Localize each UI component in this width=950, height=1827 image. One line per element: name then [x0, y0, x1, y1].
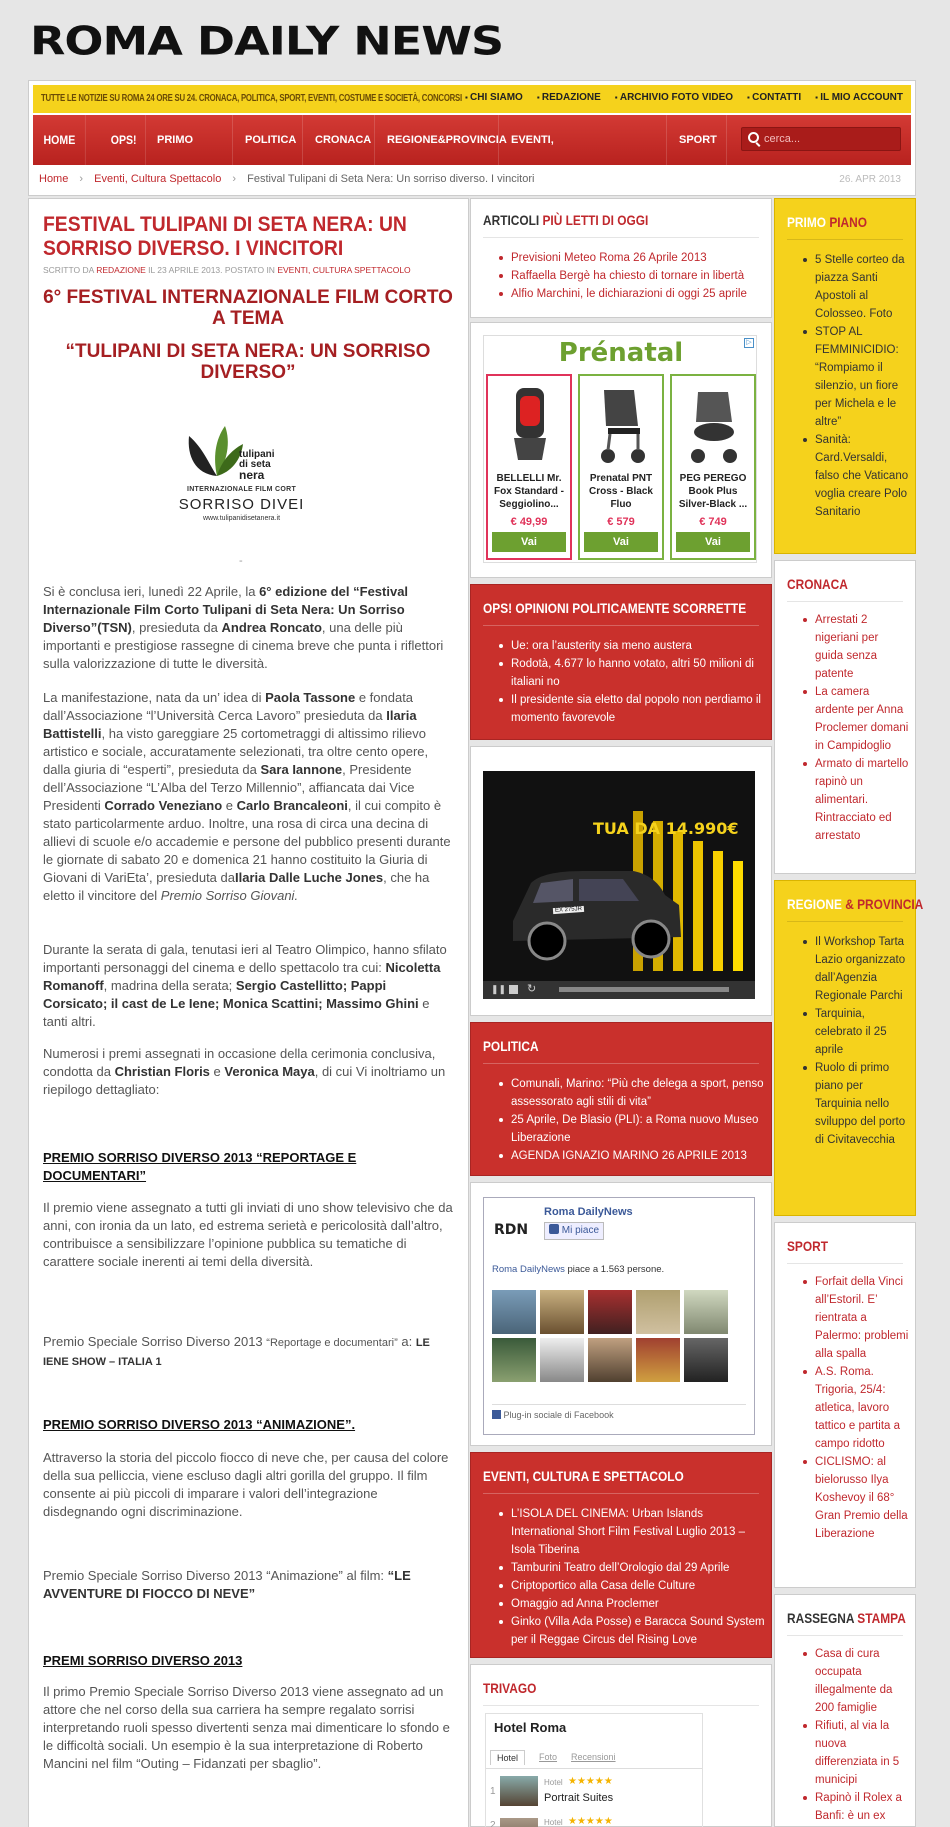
avatar[interactable]: [492, 1338, 536, 1382]
ops-title: OPS! OPINIONI POLITICAMENTE SCORRETTE: [483, 600, 747, 616]
nav-sport[interactable]: SPORT: [667, 115, 727, 165]
text: Premio Speciale Sorriso Diverso 2013: [43, 1334, 267, 1349]
list-item[interactable]: [803, 1273, 909, 1363]
prenatal-ad[interactable]: [470, 322, 772, 578]
plugin-text: Plug-in sociale di Facebook: [503, 1410, 614, 1420]
star-rating-icon: ★★★★★: [568, 1816, 613, 1827]
likes-count: piace a 1.563 persone.: [564, 1264, 665, 1275]
list-item[interactable]: Tamburini Teatro dell’Orologio dal 29 Aprile: [499, 1559, 765, 1577]
cronaca-widget: [774, 560, 916, 874]
current-date: 26. APR 2013: [839, 174, 901, 185]
toplink-archivio[interactable]: ▪ ARCHIVIO FOTO VIDEO: [615, 92, 733, 103]
trivago-row[interactable]: [490, 1776, 698, 1810]
article-link[interactable]: Forfait della Vinci all’Estoril. E’ rientrata a Palermo: problemi alla spalla: [815, 1276, 909, 1360]
most-read-list: [499, 249, 765, 303]
divider: [483, 237, 759, 238]
list-item[interactable]: L’ISOLA DEL CINEMA: Urban Islands International Short Film Festival Luglio 2013 – Isola Tiberina: [499, 1505, 765, 1559]
list-item[interactable]: [499, 267, 765, 285]
divider: [486, 1768, 702, 1769]
most-read-widget: [470, 198, 772, 318]
bold-text: Ilaria Dalle Luche Jones: [234, 870, 384, 885]
row-number: 2: [490, 1820, 496, 1827]
ops-list: [499, 637, 765, 727]
eventi-title: EVENTI, CULTURA E SPETTACOLO: [483, 1468, 684, 1484]
breadcrumb-current: Festival Tulipani di Seta Nera: Un sorriso diverso. I vincitori: [247, 173, 535, 185]
trivago-hotel-title: Hotel Roma: [494, 1720, 567, 1735]
article-meta: [43, 265, 453, 275]
italic-text: Premio Sorriso Giovani.: [160, 888, 299, 903]
product-cta-button[interactable]: Vai: [584, 532, 658, 552]
facebook-like-button[interactable]: [544, 1222, 604, 1240]
car-plate: EX 275JR: [554, 906, 583, 914]
facebook-widget: [470, 1182, 772, 1446]
politica-list: [499, 1075, 765, 1165]
text: , che ha eletto il vincitore del: [43, 870, 430, 903]
product-name: PEG PEREGO Book Plus Silver-Black ...: [678, 473, 748, 510]
article-paragraph-3: [43, 941, 453, 1031]
trivago-row[interactable]: [490, 1814, 698, 1827]
divider: [787, 239, 903, 240]
breadcrumb-separator: ›: [79, 173, 84, 185]
text: , ha visto gareggiare 25 cortometraggi di altissimo rilievo artistico e sociale, accuratamente selezionati, tra oltre cento opere, dalla giuria di “esperti”, presieduta da: [43, 726, 429, 777]
product-name: Prenatal PNT Cross - Black Fluo: [589, 473, 653, 510]
divider: [483, 1493, 759, 1494]
avatar[interactable]: [540, 1338, 584, 1382]
row-type: Hotel: [544, 1778, 563, 1787]
title-part: STAMPA: [857, 1610, 906, 1626]
list-item[interactable]: Omaggio ad Anna Proclemer: [499, 1595, 765, 1613]
avatar[interactable]: [684, 1290, 728, 1334]
text: La manifestazione, nata da un’ idea di: [43, 690, 266, 705]
list-item[interactable]: 25 Aprile, De Blasio (PLI): a Roma nuovo Museo Liberazione: [499, 1111, 765, 1147]
thumbs-up-icon: [549, 1224, 559, 1234]
list-item[interactable]: Tarquinia, celebrato il 25 aprile: [803, 1005, 909, 1059]
list-item[interactable]: 5 Stelle corteo da piazza Santi Apostoli al Colosseo. Foto: [803, 251, 909, 323]
list-item[interactable]: [499, 285, 765, 303]
title-part: PRIMO: [787, 214, 830, 230]
bold-text: LE IENE SHOW – ITALIA 1: [43, 1337, 430, 1368]
cronaca-title: CRONACA: [787, 576, 848, 592]
avatar[interactable]: [492, 1290, 536, 1334]
text: e: [222, 798, 237, 813]
ad-frame[interactable]: [483, 335, 757, 563]
meta-prefix: SCRITTO DA: [43, 265, 97, 275]
article-link[interactable]: CICLISMO: al bielorusso Ilya Koshevoy il 68° Gran Premio della Liberazione: [815, 1456, 908, 1540]
divider: [492, 1404, 746, 1405]
article-paragraph-4: [43, 1045, 453, 1099]
product-card[interactable]: [486, 374, 572, 560]
bold-text: “LE AVVENTURE DI FIOCCO DI NEVE”: [43, 1568, 411, 1601]
nav-cronaca[interactable]: CRONACA: [303, 115, 375, 165]
text: , Presidente dell’Associazione “L’Alba del Terzo Millennio”, affiancata dai Vice Presidenti: [43, 762, 415, 813]
article-link[interactable]: Armato di martello rapinò un alimentari. Rintracciato ed arrestato: [815, 758, 909, 842]
ops-widget: [470, 584, 772, 740]
title-part: RASSEGNA: [787, 1610, 858, 1626]
toplink-redazione[interactable]: ▪ REDAZIONE: [537, 92, 601, 103]
text: Durante la serata di gala, tenutasi ieri al Teatro Olimpico, hanno sfilato importanti personaggi del cinema e dello spettacolo tra cui:: [43, 942, 447, 975]
toplink-account[interactable]: ▪ IL MIO ACCOUNT: [815, 92, 903, 103]
bold-text: Veronica Maya: [224, 1064, 315, 1079]
bold-text: Paola Tassone: [265, 690, 356, 705]
title-part: ARTICOLI: [483, 212, 543, 228]
hotel-thumbnail[interactable]: [500, 1776, 538, 1806]
list-item[interactable]: [803, 1363, 909, 1453]
text: e tanti altri.: [43, 996, 430, 1029]
text: e fondata dall’Associazione “l’Università Cerca Lavoro” presieduta da: [43, 690, 414, 723]
avatar[interactable]: [540, 1290, 584, 1334]
facebook-page-link[interactable]: Roma DailyNews: [492, 1264, 565, 1275]
search-icon: [748, 132, 759, 143]
festival-subheadline: “TULIPANI DI SETA NERA: UN SORRISO DIVERSO”: [65, 341, 431, 383]
eventi-list: [499, 1505, 765, 1649]
festival-logo: [169, 414, 314, 529]
primo-piano-widget: [774, 198, 916, 554]
logo-line2: di seta: [239, 459, 271, 470]
nav-politica[interactable]: POLITICA: [233, 115, 303, 165]
list-item[interactable]: [803, 1789, 909, 1825]
search-input[interactable]: [741, 127, 901, 151]
divider: [483, 625, 759, 626]
list-item[interactable]: [499, 249, 765, 267]
meta-category-link[interactable]: EVENTI, CULTURA SPETTACOLO: [277, 265, 411, 275]
politica-title: POLITICA: [483, 1038, 539, 1054]
article-link[interactable]: La camera ardente per Anna Proclemer domani in Campidoglio: [815, 686, 909, 752]
nav-home[interactable]: HOME: [33, 115, 86, 165]
product-price: € 579: [607, 516, 635, 528]
article-paragraph-1: [43, 583, 453, 673]
title-part: PIANO: [829, 214, 868, 230]
article-paragraph-7: Attraverso la storia del piccolo fiocco di neve che, per causa del colore della sua pelliccia, viene escluso dagli altri gorilla del gruppo. Il film consente ai più piccoli di imparare i valori dell’integrazione disdegnando ogni discriminazione.: [43, 1450, 449, 1519]
title-part: REGIONE: [787, 896, 846, 912]
article-paragraph-9: Il primo Premio Speciale Sorriso Diverso 2013 viene assegnato ad un attore che nel corso della sua carriera ha sempre regalato sorrisi interpretando ruoli spesso divertenti senza mai dimenticare lo sfondo e le difficoltà sociali. Un esempio è la sua interpretazione di Roberto Mancini nel film “Outing – Fidanzati per sbaglio”.: [43, 1684, 450, 1771]
award-heading-animazione: PREMIO SORRISO DIVERSO 2013 “ANIMAZIONE”.: [43, 1417, 356, 1432]
list-item[interactable]: Il presidente sia eletto dal popolo non perdiamo il momento favorevole: [499, 691, 765, 727]
list-item[interactable]: AGENDA IGNAZIO MARINO 26 APRILE 2013: [499, 1147, 765, 1165]
bold-text: Corrado Veneziano: [104, 798, 223, 813]
list-item[interactable]: [803, 1453, 909, 1543]
star-rating-icon: ★★★★★: [568, 1776, 613, 1787]
like-label: Mi piace: [561, 1225, 600, 1236]
article-link[interactable]: Alfio Marchini, le dichiarazioni di oggi 25 aprile: [511, 288, 747, 300]
list-item[interactable]: [803, 1645, 909, 1717]
breadcrumb-separator: ›: [232, 173, 237, 185]
product-cta-button[interactable]: Vai: [492, 532, 566, 552]
article-link[interactable]: Casa di cura occupata illegalmente da 200 famiglie: [815, 1648, 893, 1714]
product-card[interactable]: [670, 374, 756, 560]
top-bar: [33, 85, 911, 113]
car-video-ad[interactable]: [470, 746, 772, 1016]
avatar[interactable]: [636, 1290, 680, 1334]
site-tagline: TUTTE LE NOTIZIE SU ROMA 24 ORE SU 24. CRONACA, POLITICA, SPORT, EVENTI, COSTUME E SOCIETÀ, CONCORSI: [41, 93, 462, 104]
title-part: PIÙ LETTI DI OGGI: [542, 212, 649, 228]
bold-text: Christian Floris: [114, 1064, 210, 1079]
text: , madrina della serata;: [103, 978, 236, 993]
rassegna-title: [787, 1610, 906, 1626]
avatar[interactable]: [684, 1338, 728, 1382]
rdn-logo: RDN: [494, 1222, 529, 1238]
article-column: [28, 198, 469, 1827]
article-paragraph-6: [43, 1333, 453, 1371]
divider: [787, 601, 903, 602]
award-heading-premi: PREMI SORRISO DIVERSO 2013: [43, 1653, 243, 1668]
article-paragraph-2: [43, 689, 453, 905]
list-item[interactable]: [803, 755, 909, 845]
stop-icon[interactable]: [509, 985, 518, 994]
list-item[interactable]: Rodotà, 4.677 lo hanno votato, altri 50 milioni di italiani no: [499, 655, 765, 691]
award-heading-reportage: PREMIO SORRISO DIVERSO 2013 “REPORTAGE E DOCUMENTARI”: [43, 1150, 357, 1183]
sport-title: SPORT: [787, 1238, 828, 1254]
toplink-contatti[interactable]: ▪ CONTATTI: [747, 92, 801, 103]
product-price: € 49,99: [510, 516, 548, 528]
list-item[interactable]: Criptoportico alla Casa delle Culture: [499, 1577, 765, 1595]
regione-list: [803, 933, 909, 1149]
regione-title: [787, 896, 923, 912]
trivago-tabs: [490, 1750, 616, 1765]
list-item[interactable]: Ruolo di primo piano per Tarquinia nello sviluppo del porto di Civitavecchia: [803, 1059, 909, 1149]
bold-text: Sergio Castellitto; Pappi Corsicato; il cast de Le Iene; Monica Scattini; Massimo Ghini: [43, 978, 419, 1011]
list-item[interactable]: STOP AL FEMMINICIDIO: “Rompiamo il silenzio, un fiore per Michela e le altre”: [803, 323, 909, 431]
nav-ops[interactable]: OPS!: [100, 115, 146, 165]
nav-eventi-cultura[interactable]: EVENTI, CULTURA&SPETTACOLO: [499, 115, 667, 165]
text: Premio Speciale Sorriso Diverso 2013 “Animazione” al film:: [43, 1568, 388, 1583]
logo-url: www.tulipanidisetanera.it: [202, 515, 281, 522]
car-ad-price: TUA DA 14.990€: [593, 819, 739, 838]
sport-list: [803, 1273, 909, 1543]
toplink-chi-siamo[interactable]: ▪ CHI SIAMO: [465, 92, 523, 103]
list-item[interactable]: Sanità: Card.Versaldi, falso che Vaticano voglia creare Polo Sanitario: [803, 431, 909, 521]
row-type: Hotel: [544, 1818, 563, 1827]
list-item[interactable]: Ginko (Villa Ada Posse) e Baracca Sound System per il Reggae Circus del Rising Love: [499, 1613, 765, 1649]
eventi-widget: [470, 1452, 772, 1658]
list-item[interactable]: Il Workshop Tarta Lazio organizzato dall’Agenzia Regionale Parchi: [803, 933, 909, 1005]
product-price: € 749: [699, 516, 727, 528]
rassegna-list: [803, 1645, 909, 1825]
logo-brand: SORRISO DIVEI: [178, 496, 305, 513]
hotel-name[interactable]: Portrait Suites: [544, 1792, 614, 1804]
bold-text: Sara Iannone: [260, 762, 343, 777]
nav-regione-provincia[interactable]: REGIONE&PROVINCIA: [375, 115, 499, 165]
hotel-thumbnail[interactable]: [500, 1818, 538, 1827]
search-placeholder: cerca...: [764, 133, 801, 145]
logo-line3: nera: [239, 468, 265, 482]
article-link[interactable]: A.S. Roma. Trigoria, 25/4: atletica, lavoro tattico e partita a campo ridotto: [815, 1366, 901, 1450]
cronaca-list: [803, 611, 909, 845]
site-header: [28, 80, 916, 196]
bold-text: Carlo Brancaleoni: [236, 798, 348, 813]
product-cta-button[interactable]: Vai: [676, 532, 750, 552]
breadcrumb-section[interactable]: Eventi, Cultura Spettacolo: [94, 173, 222, 185]
text: , il cui compito è stato particolarmente arduo. Inoltre, una rosa di circa una decina di allievi di scuole e/o accademie e persone del pubblico presenti durante le giornate di sabato 20 e domenica 21 hanno costituito la Giuria di Giovani di VariEta’, presieduta da: [43, 798, 451, 885]
bold-text: Nicoletta Romanoff: [43, 960, 441, 993]
text: Si è conclusa ieri, lunedì 22 Aprile, la: [43, 584, 260, 599]
trivago-title: TRIVAGO: [483, 1680, 537, 1696]
facebook-plugin-label: [492, 1410, 614, 1420]
article-paragraph-8: [43, 1567, 453, 1603]
most-read-title: [483, 212, 648, 228]
article-link[interactable]: Previsioni Meteo Roma 26 Aprile 2013: [511, 252, 707, 264]
list-item[interactable]: [803, 1717, 909, 1789]
politica-widget: [470, 1022, 772, 1176]
article-link[interactable]: Raffaella Bergè ha chiesto di tornare in libertà: [511, 270, 745, 282]
title-part: & PROVINCIA: [845, 896, 924, 912]
article-paragraph-5: Il premio viene assegnato a tutti gli inviati di uno show televisivo che da anni, con ironia da un lato, ed estrema serietà e pericolosità dall’altro, contribuisce a sensibilizzare l’opinione pubblica su tematiche di carattere sociale inerenti ai temi della diversità.: [43, 1200, 453, 1269]
facebook-box: [483, 1197, 755, 1435]
list-item[interactable]: [803, 683, 909, 755]
adchoices-icon[interactable]: ▷: [744, 338, 754, 348]
text: , presieduta da: [131, 620, 222, 635]
logo-sub: INTERNAZIONALE FILM CORT: [186, 486, 297, 493]
text: , di cui Vi inoltriamo un riepilogo dettagliato:: [43, 1064, 446, 1097]
rassegna-stampa-widget: [774, 1594, 916, 1827]
tab-recensioni[interactable]: Recensioni: [571, 1752, 616, 1762]
row-number: 1: [490, 1786, 496, 1797]
divider: [787, 1635, 903, 1636]
primo-piano-title: [787, 214, 867, 230]
trivago-widget: [470, 1664, 772, 1827]
article-title: FESTIVAL TULIPANI DI SETA NERA: UN SORRISO DIVERSO. I VINCITORI: [43, 213, 407, 260]
bold-text: Ilaria Battistelli: [43, 708, 417, 741]
tab-hotel[interactable]: Hotel: [490, 1750, 525, 1765]
list-item[interactable]: Comunali, Marino: “Più che delega a sport, penso assessorato agli stili di vita”: [499, 1075, 765, 1111]
bold-text: 6° edizione del “Festival Internazionale Film Corto Tulipani di Seta Nera: Un Sorriso Diverso”(TSN): [43, 584, 409, 635]
list-item[interactable]: [803, 611, 909, 683]
breadcrumb: [33, 167, 911, 193]
text: , una delle più importanti e prestigiose rassegne di cinema breve che punta i riflettori sulla valorizzazione di tutte le diversità.: [43, 620, 444, 671]
text: “Reportage e documentari”: [266, 1337, 398, 1349]
text: e: [209, 1064, 225, 1079]
text: Numerosi i premi assegnati in occasione della cerimonia conclusiva, condotta da: [43, 1046, 436, 1079]
divider: [787, 1263, 903, 1264]
festival-headline: 6° FESTIVAL INTERNAZIONALE FILM CORTO A TEMA: [43, 287, 453, 329]
divider: [787, 921, 903, 922]
nav-primo-piano[interactable]: PRIMO PIANO: [145, 115, 233, 165]
avatar[interactable]: [636, 1338, 680, 1382]
divider: [483, 1063, 759, 1064]
video-player[interactable]: [483, 771, 755, 999]
article-link[interactable]: Rifiuti, al via la nuova differenziata in 5 municipi: [815, 1720, 900, 1786]
list-item[interactable]: Ue: ora l’austerity sia meno austera: [499, 637, 765, 655]
logo-line1: tulipani: [239, 449, 275, 460]
meta-author-link[interactable]: REDAZIONE: [96, 265, 146, 275]
bold-text: Andrea Roncato: [221, 620, 322, 635]
article-link[interactable]: Arrestati 2 nigeriani per guida senza patente: [815, 614, 879, 680]
breadcrumb-home[interactable]: Home: [39, 173, 69, 185]
product-card[interactable]: [578, 374, 664, 560]
regione-provincia-widget: [774, 880, 924, 1216]
sport-widget: [774, 1222, 916, 1588]
trivago-box: [485, 1713, 703, 1827]
meta-middle: IL 23 APRILE 2013. POSTATO IN: [145, 265, 278, 275]
replay-icon[interactable]: ↻: [527, 983, 537, 995]
avatar[interactable]: [588, 1338, 632, 1382]
prenatal-logo: Prénatal: [558, 338, 684, 368]
separator-dash: -: [239, 555, 243, 567]
text: a:: [397, 1334, 416, 1349]
article-link[interactable]: Rapinò il Rolex a Banfi: è un ex: [815, 1792, 902, 1822]
divider: [483, 1705, 759, 1706]
facebook-likes-text: [492, 1264, 664, 1275]
facebook-icon: [492, 1410, 501, 1419]
top-links: [465, 92, 903, 103]
product-name: BELLELLI Mr. Fox Standard - Seggiolino...: [493, 473, 564, 510]
pause-icon[interactable]: ❚❚: [491, 984, 507, 994]
site-logo[interactable]: ROMA DAILY NEWS: [30, 18, 504, 64]
avatar[interactable]: [588, 1290, 632, 1334]
tab-foto[interactable]: Foto: [539, 1752, 558, 1762]
primo-piano-list: [803, 251, 909, 521]
facebook-page-name[interactable]: Roma DailyNews: [544, 1206, 633, 1218]
